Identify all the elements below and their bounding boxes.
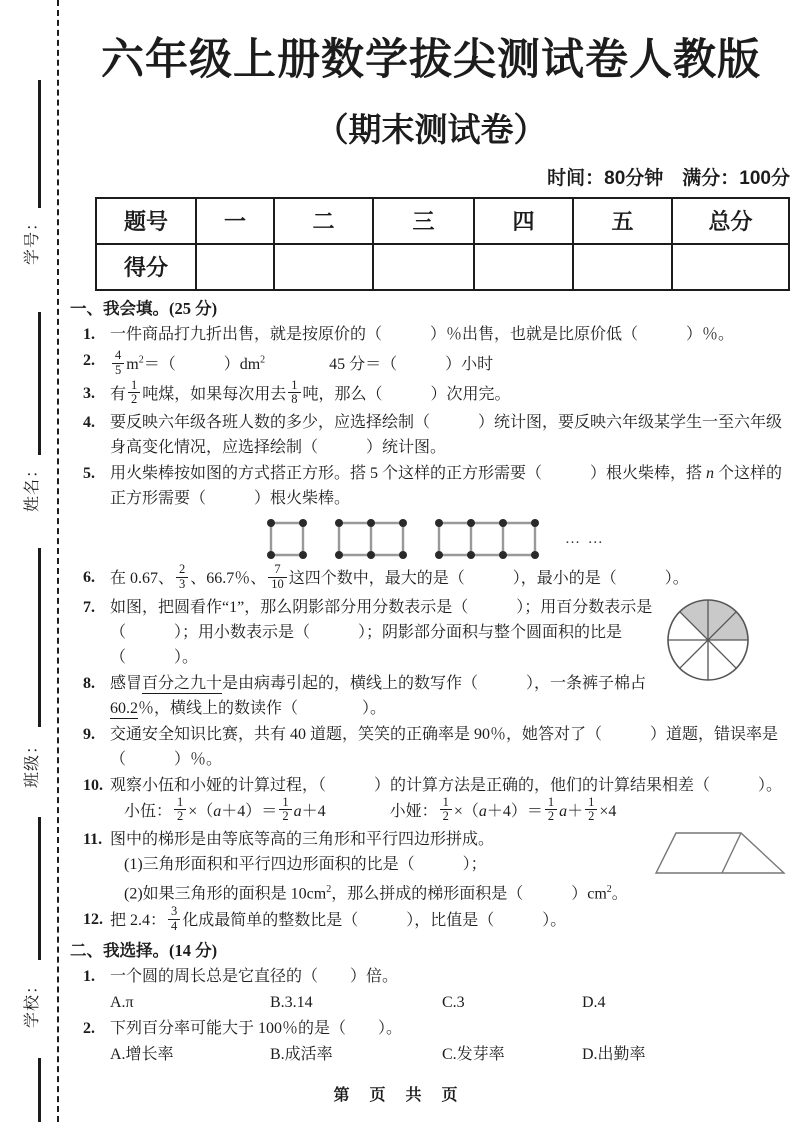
question-text: 一个圆的周长总是它直径的（ ）倍。 <box>110 967 399 985</box>
question-3 <box>70 377 792 410</box>
question-number: 12. <box>83 911 103 929</box>
choice-question-2-options <box>110 1042 792 1067</box>
class-write-line <box>38 548 41 727</box>
question-text: 感冒百分之九十是由病毒引起的，横线上的数写作（ ），一条裤子棉占60.2％，横线上的数读作（ ）。 <box>110 674 647 717</box>
page-title: 六年级上册数学拔尖测试卷人教版 <box>101 36 761 84</box>
page-subtitle: （期末测试卷） <box>315 110 547 148</box>
question-number: 4. <box>83 414 95 432</box>
matchstick-figure <box>265 517 792 561</box>
score-table <box>95 197 790 291</box>
question-number: 9. <box>83 725 95 743</box>
score-row-label: 得分 <box>96 244 196 290</box>
question-number: 1. <box>83 325 95 343</box>
question-text: 在 0.67、 $\frac{2}{3}$ 、66.7％、 $\frac{7}{10}$ 这四个数中，最大的是（ ），最小的是（ ）。 <box>110 562 689 591</box>
choice-question-2 <box>70 1016 792 1067</box>
question-10-formulas: 小伍： $\frac{1}{2}$ ×（a＋4）＝ $\frac{1}{2}$ a＋4 小娅： $\frac{1}{2}$ ×（a＋4）＝ $\frac{1}{2}$ a＋ $\frac{1}{2}$ ×4 <box>124 794 617 824</box>
question-text: 把 2.4： $\frac{3}{4}$ 化成最简单的整数比是（ ），比值是（ ）。 <box>110 904 567 934</box>
question-number: 2. <box>83 1019 95 1037</box>
question-8 <box>70 671 792 721</box>
score-header-cell: 五 <box>573 198 672 244</box>
question-5 <box>70 461 792 561</box>
choice-question-1-options <box>110 990 792 1015</box>
question-7 <box>70 595 792 670</box>
matchstick-3-squares-icon <box>433 517 541 561</box>
name-label: 姓名： <box>24 460 41 512</box>
score-table-score-row <box>96 244 789 290</box>
question-1 <box>70 322 792 347</box>
option-a: A.π <box>110 993 134 1011</box>
option-d: D.4 <box>582 993 606 1011</box>
school-label: 学校： <box>24 976 41 1028</box>
question-number: 1. <box>83 967 95 985</box>
question-9 <box>70 722 792 772</box>
question-number: 5. <box>83 465 95 483</box>
ellipsis-text: … … <box>565 530 605 547</box>
section-1-title: 一、我会填。(25 分) <box>70 298 218 318</box>
fold-dashed-line <box>57 0 59 1122</box>
matchstick-1-square-icon <box>265 517 309 561</box>
section-2-title: 二、我选择。(14 分) <box>70 940 218 960</box>
question-number: 3. <box>83 384 95 402</box>
question-2 <box>70 348 792 380</box>
school-write-line <box>38 817 41 960</box>
matchstick-2-squares-icon <box>333 517 409 561</box>
name-write-line <box>38 312 41 455</box>
score-table-header-row <box>96 198 789 244</box>
option-a: A.增长率 <box>110 1045 174 1063</box>
student-number-label: 学号： <box>24 213 41 265</box>
time-and-score-info: 时间：80分钟 满分：100分 <box>547 167 790 189</box>
questions-area <box>70 296 792 1067</box>
option-b: B.成活率 <box>270 1045 333 1063</box>
paper-content <box>70 22 792 1067</box>
class-label: 班级： <box>24 736 41 788</box>
score-cell <box>274 244 373 290</box>
score-header-cell: 题号 <box>96 198 196 244</box>
question-11-sub-1: (1)三角形面积和平行四边形面积的比是（ ）； <box>124 856 487 874</box>
question-7-8-group <box>70 595 792 721</box>
question-text: 一件商品打九折出售，就是按原价的（ ）％出售，也就是比原价低（ ）％。 <box>110 325 735 343</box>
question-text: 图中的梯形是由等底等高的三角形和平行四边形拼成。 <box>110 831 495 849</box>
question-text: $\frac{4}{5}$ $m^2=$（ ）$dm^2$ 45 分＝（ ）小时 <box>110 356 493 373</box>
page-footer: 第 页 共 页 <box>333 1087 460 1104</box>
question-10 <box>70 773 792 827</box>
question-text: 下列百分率可能大于 100％的是（ ）。 <box>110 1019 403 1037</box>
question-number: 11. <box>83 831 103 849</box>
question-number: 2. <box>83 351 95 369</box>
score-cell <box>573 244 672 290</box>
choice-question-1 <box>70 964 792 1015</box>
score-header-cell: 四 <box>474 198 573 244</box>
question-number: 6. <box>83 569 95 587</box>
question-text: 观察小伍和小娅的计算过程，（ ）的计算方法是正确的，他们的计算结果相差（ ）。 <box>110 776 783 794</box>
question-text: 有 $\frac{1}{2}$ 吨煤，如果每次用去 $\frac{1}{8}$ 吨，那么（ ）次用完。 <box>110 377 511 407</box>
question-11 <box>70 827 792 906</box>
question-text: 要反映六年级各班人数的多少，应选择绘制（ ）统计图，要反映六年级某学生一至六年级身高变化情况，应选择绘制（ ）统计图。 <box>110 414 783 457</box>
trapezoid-figure <box>654 831 786 875</box>
option-c: C.3 <box>442 993 465 1011</box>
question-text: 用火柴棒按如图的方式搭正方形。搭 5 个这样的正方形需要（ ）根火柴棒，搭 n 个这样的正方形需要（ ）根火柴棒。 <box>110 465 783 508</box>
score-header-cell: 总分 <box>672 198 789 244</box>
student-number-write-line <box>38 80 41 208</box>
question-number: 10. <box>83 776 103 794</box>
question-text: 如图，把圆看作“1”，那么阴影部分用分数表示是（ ）；用百分数表示是（ ）；用小数表示是（ ）；阴影部分面积与整个圆面积的比是（ ）。 <box>110 598 653 666</box>
question-number: 8. <box>83 674 95 692</box>
score-cell <box>474 244 573 290</box>
question-number: 7. <box>83 598 95 616</box>
score-cell <box>672 244 789 290</box>
option-d: D.出勤率 <box>582 1045 646 1063</box>
question-4 <box>70 410 792 460</box>
question-12 <box>70 904 792 936</box>
score-cell <box>196 244 274 290</box>
question-11-sub-2: (2)如果三角形的面积是 $10cm^2$，那么拼成的梯形面积是（ ）$cm^2$。 <box>124 884 628 903</box>
score-header-cell: 三 <box>373 198 474 244</box>
question-6 <box>70 562 792 594</box>
score-cell <box>373 244 474 290</box>
score-header-cell: 一 <box>196 198 274 244</box>
option-b: B.3.14 <box>270 993 313 1011</box>
question-text: 交通安全知识比赛，共有 40 道题，笑笑的正确率是 90％，她答对了（ ）道题，错误率是（ ）％。 <box>110 725 779 768</box>
option-c: C.发芽率 <box>442 1045 505 1063</box>
score-header-cell: 二 <box>274 198 373 244</box>
